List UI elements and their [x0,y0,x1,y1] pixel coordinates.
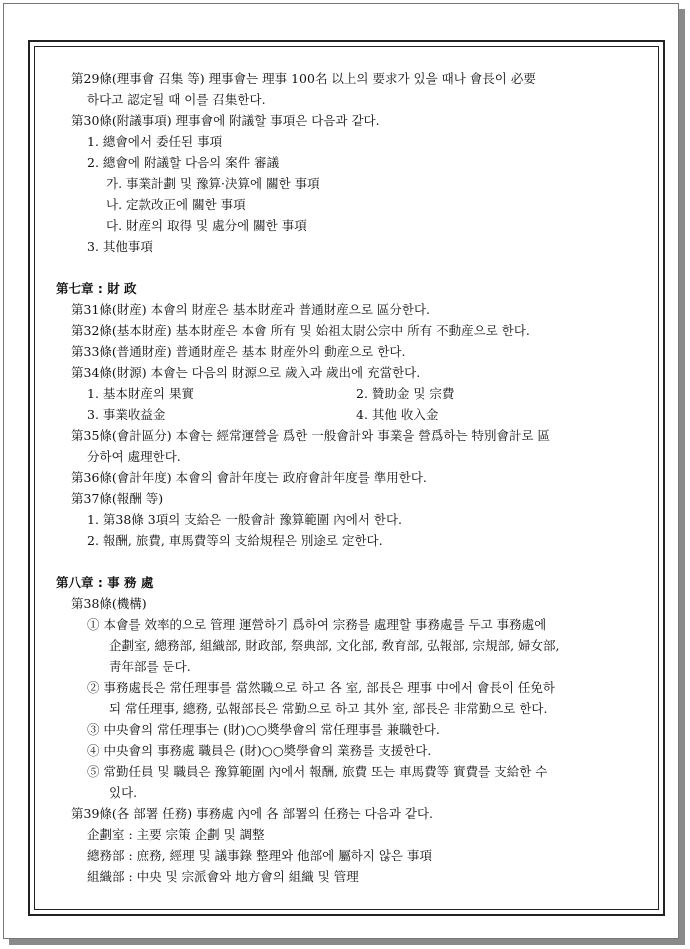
text-line: 第32條(基本財産) 基本財産은 本會 所有 및 始祖太尉公宗中 所有 不動産으로 한다. [71,323,530,338]
text-line: 가. 事業計劃 및 豫算·決算에 關한 事項 [106,176,320,191]
text-line: 第34條(財源) 本會는 다음의 財源으로 歲入과 歲出에 充當한다. [71,365,421,380]
blank-line [56,257,648,278]
text-line: 組織部 : 中央 및 宗派會와 地方會의 組織 및 管理 [87,869,359,884]
text-line: 第29條(理事會 召集 等) 理事會는 理事 100名 以上의 要求가 있을 때나 會長이 必要 [71,71,536,86]
text-line: 나. 定款改正에 關한 事項 [106,197,246,212]
text-line: ⑤ 常勤任員 및 職員은 豫算範圍 內에서 報酬, 旅費 또는 車馬費等 實費를 支給한 수 [87,764,548,779]
chapter-heading: 第七章 : 財 政 [56,281,137,296]
text-line: 다. 財産의 取得 및 處分에 關한 事項 [106,218,307,233]
text-line: 第36條(會計年度) 本會의 會計年度는 政府會計年度를 準用한다. [71,470,427,485]
text-line: 第38條(機構) [71,596,147,611]
text-line: ③ 中央會의 常任理事는 (財)○○奬學會의 常任理事를 兼職한다. [87,722,440,737]
text-line: 靑年部를 둔다. [109,659,191,674]
chapter-heading: 第八章 : 事 務 處 [56,575,154,590]
text-line: 1. 第38條 3項의 支給은 一般會計 豫算範圍 內에서 한다. [87,512,403,527]
text-line: 企劃室 : 主要 宗策 企劃 및 調整 [87,827,265,842]
list-item: 2. 贊助金 및 宗費 [356,386,455,401]
text-line: 되 常任理事, 總務, 弘報部長은 常勤으로 하고 其外 室, 部長은 非常勤으로 한다. [109,701,548,716]
text-line: 總務部 : 庶務, 經理 및 議事錄 整理와 他部에 屬하지 않은 事項 [87,848,432,863]
text-line: ④ 中央會의 事務處 職員은 (財)○○奬學會의 業務를 支援한다. [87,743,432,758]
text-line: 2. 總會에 附議할 다음의 案件 審議 [87,155,280,170]
list-item: 3. 事業收益金 [87,407,166,422]
list-item: 4. 其他 收入金 [356,407,439,422]
text-line: 分하여 處理한다. [87,449,181,464]
text-line: 하다고 認定될 때 이를 召集한다. [87,92,266,107]
list-item-pair [56,404,648,425]
text-line: 第35條(會計區分) 本會는 經常運營을 爲한 一般會計와 事業을 營爲하는 特別會計로 區 [71,428,551,443]
document-body [56,68,648,887]
text-line: 第31條(財産) 本會의 財産은 基本財産과 普通財産으로 區分한다. [71,302,431,317]
text-line: ② 事務處長은 常任理事를 當然職으로 하고 各 室, 部長은 理事 中에서 會長이 任免하 [87,680,556,695]
text-line: 第37條(報酬 等) [71,491,164,506]
text-line: 第39條(各 部署 任務) 事務處 內에 各 部署의 任務는 다음과 같다. [71,806,433,821]
text-line: ① 本會를 效率的으로 管理 運營하기 爲하여 宗務를 處理할 事務處를 두고 事務處에 [87,617,547,632]
list-item-pair [56,383,648,404]
text-line: 企劃室, 總務部, 組織部, 財政部, 祭典部, 文化部, 敎育部, 弘報部, 宗規部, 婦女部, [109,638,560,653]
text-line: 第30條(附議事項) 理事會에 附議할 事項은 다음과 같다. [71,113,380,128]
text-line: 1. 總會에서 委任된 事項 [87,134,223,149]
list-item: 1. 基本財産의 果實 [87,386,194,401]
text-line: 第33條(普通財産) 普通財産은 基本 財産外의 動産으로 한다. [71,344,406,359]
document-page [3,3,679,939]
text-line: 3. 其他事項 [87,239,153,254]
text-line: 2. 報酬, 旅費, 車馬費等의 支給規程은 別途로 定한다. [87,533,383,548]
text-line: 있다. [109,785,138,800]
blank-line [56,551,648,572]
